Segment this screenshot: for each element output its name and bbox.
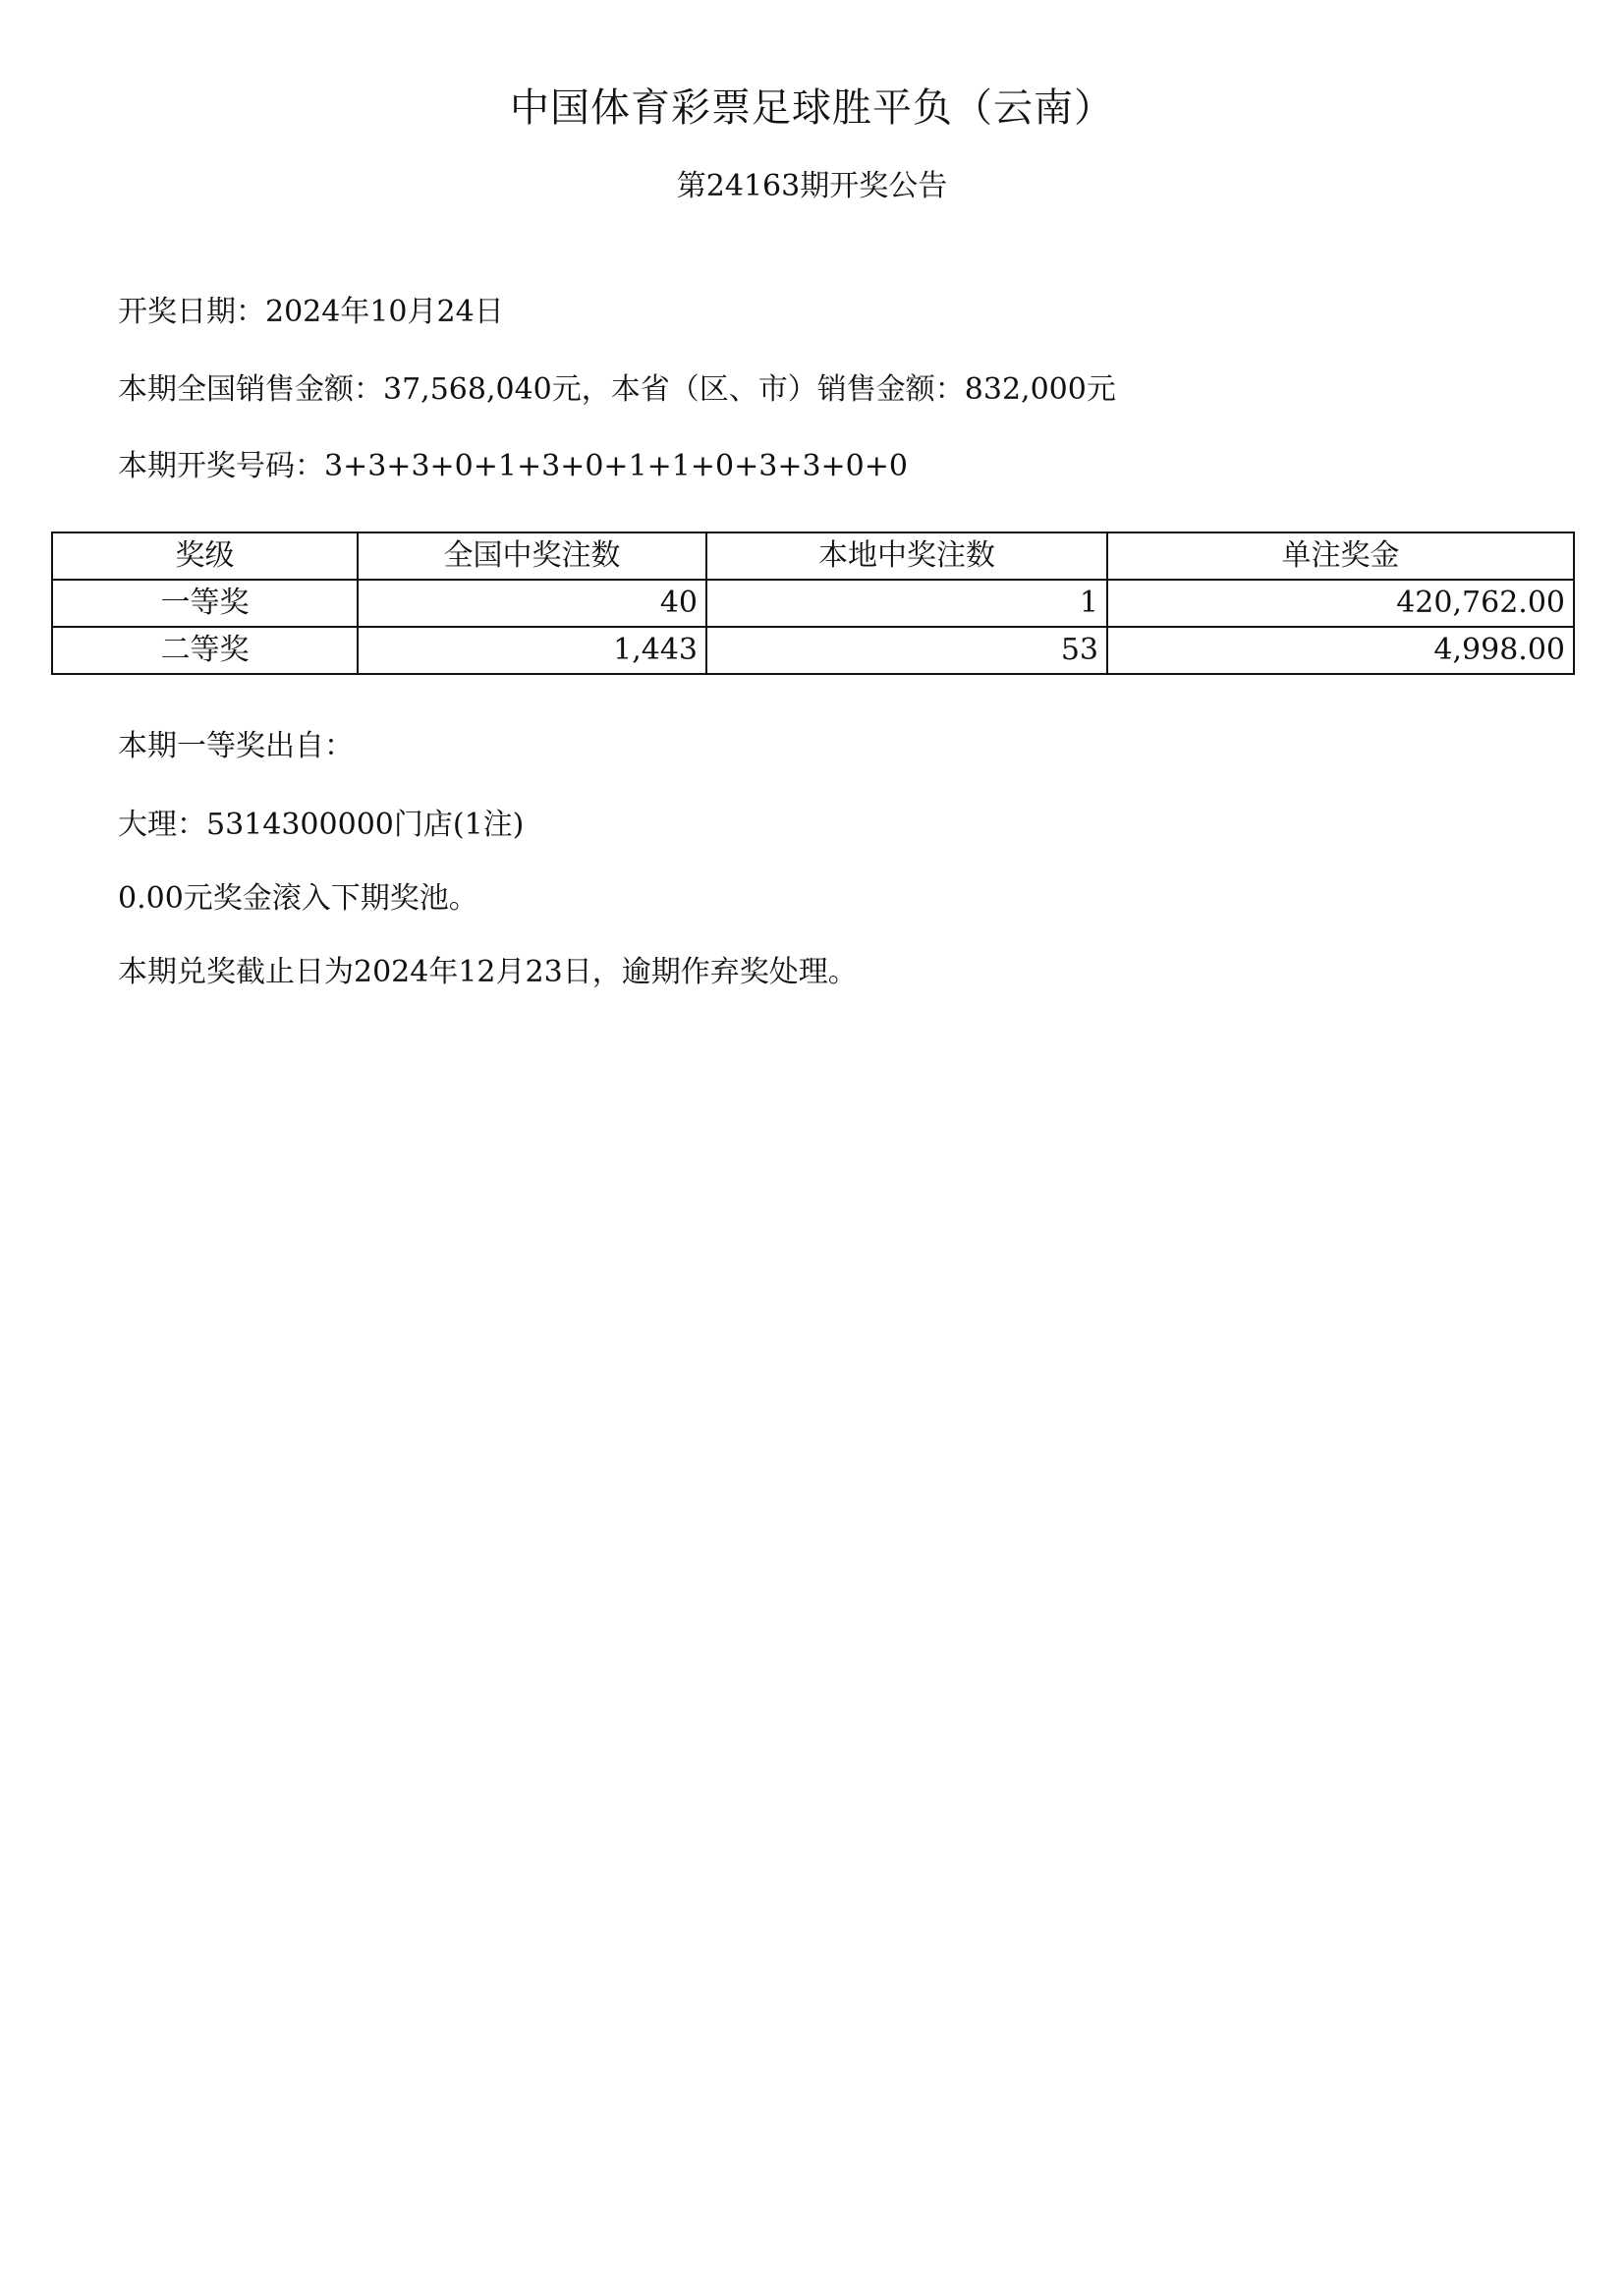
prize-pool-rollover: 0.00元奖金滚入下期奖池。 bbox=[118, 881, 478, 916]
table-header-row bbox=[52, 532, 1574, 580]
cell-local-count: 53 bbox=[706, 627, 1107, 674]
cell-local-count: 1 bbox=[706, 580, 1107, 627]
prize-table bbox=[51, 532, 1575, 675]
winning-numbers: 本期开奖号码：3+3+3+0+1+3+0+1+1+0+3+3+0+0 bbox=[118, 449, 908, 483]
claim-deadline: 本期兑奖截止日为2024年12月23日，逾期作弃奖处理。 bbox=[118, 955, 858, 989]
cell-level: 一等奖 bbox=[52, 580, 358, 627]
page-title: 中国体育彩票足球胜平负（云南） bbox=[510, 85, 1114, 131]
header-local-count: 本地中奖注数 bbox=[706, 532, 1107, 580]
winning-store: 大理：5314300000门店(1注) bbox=[118, 808, 525, 842]
issue-subtitle: 第24163期开奖公告 bbox=[676, 169, 948, 203]
table-row bbox=[52, 627, 1574, 674]
cell-national-count: 40 bbox=[358, 580, 706, 627]
header-national-count: 全国中奖注数 bbox=[358, 532, 706, 580]
first-prize-origin-label: 本期一等奖出自： bbox=[118, 729, 354, 763]
header-prize-amount: 单注奖金 bbox=[1107, 532, 1574, 580]
cell-national-count: 1,443 bbox=[358, 627, 706, 674]
cell-prize-amount: 420,762.00 bbox=[1107, 580, 1574, 627]
header-level: 奖级 bbox=[52, 532, 358, 580]
table-row bbox=[52, 580, 1574, 627]
sales-amount: 本期全国销售金额：37,568,040元，本省（区、市）销售金额：832,000元 bbox=[118, 372, 1116, 407]
cell-level: 二等奖 bbox=[52, 627, 358, 674]
draw-date: 开奖日期：2024年10月24日 bbox=[118, 295, 504, 329]
cell-prize-amount: 4,998.00 bbox=[1107, 627, 1574, 674]
